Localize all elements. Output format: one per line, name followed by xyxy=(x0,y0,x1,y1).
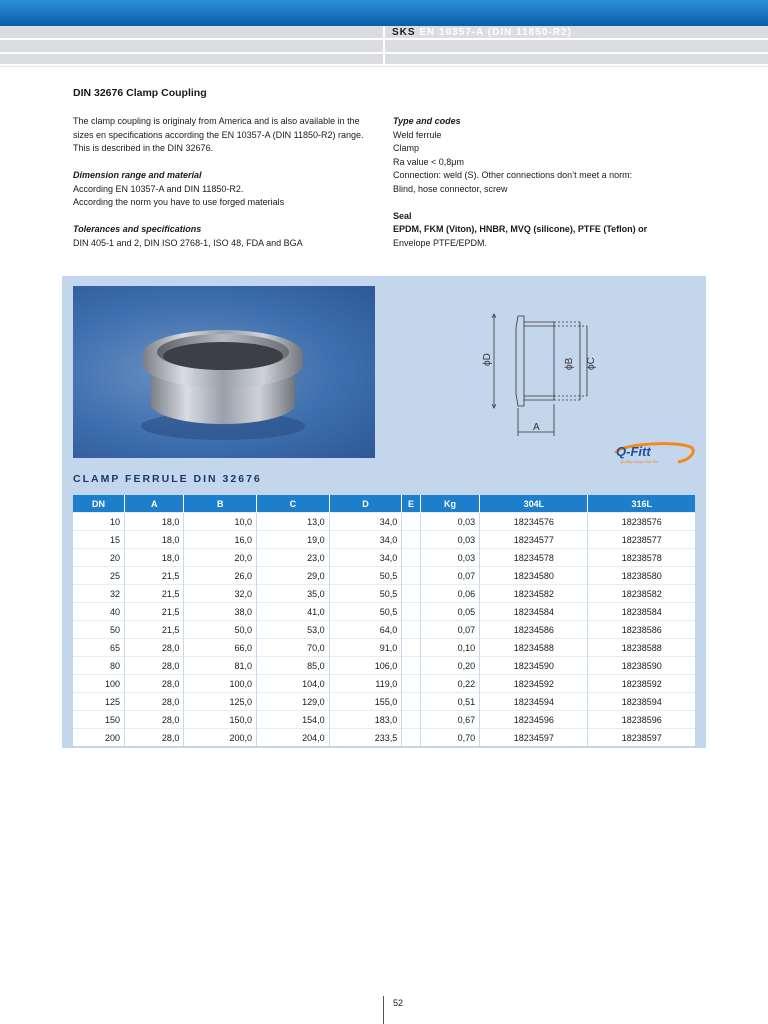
table-cell: 119,0 xyxy=(329,675,402,693)
table-cell: 28,0 xyxy=(125,693,184,711)
table-cell: 50,5 xyxy=(329,567,402,585)
table-cell: 18234578 xyxy=(480,549,588,567)
table-cell: 29,0 xyxy=(257,567,330,585)
table-row xyxy=(73,603,695,621)
seal-heading: Seal xyxy=(393,210,412,221)
table-cell xyxy=(402,549,421,567)
dimension-text: According EN 10357-A and DIN 11850-R2. xyxy=(73,183,244,194)
table-cell: 18238576 xyxy=(588,513,695,531)
dim-b-label: ϕB xyxy=(564,357,575,370)
table-cell xyxy=(402,693,421,711)
table-cell: 18238596 xyxy=(588,711,695,729)
table-cell: 35,0 xyxy=(257,585,330,603)
table-cell: 18234580 xyxy=(480,567,588,585)
column-header: E xyxy=(402,495,421,513)
table-cell: 21,5 xyxy=(125,621,184,639)
table-row xyxy=(73,729,695,747)
table-row xyxy=(73,711,695,729)
table-cell: 64,0 xyxy=(329,621,402,639)
table-cell: 34,0 xyxy=(329,513,402,531)
ferrule-photo xyxy=(73,286,375,458)
dimension-text: According the norm you have to use forged materials xyxy=(73,197,285,207)
table-cell: 0,03 xyxy=(420,513,479,531)
table-cell xyxy=(402,567,421,585)
table-cell: 183,0 xyxy=(329,711,402,729)
table-cell xyxy=(402,513,421,531)
table-cell: 204,0 xyxy=(257,729,330,747)
table-cell: 32 xyxy=(73,585,125,603)
table-row xyxy=(73,693,695,711)
seal-text: Envelope PTFE/EPDM. xyxy=(393,237,488,248)
table-cell: 18238594 xyxy=(588,693,695,711)
table-cell: 21,5 xyxy=(125,585,184,603)
column-header: C xyxy=(257,495,330,513)
table-cell: 129,0 xyxy=(257,693,330,711)
table-cell: 18234576 xyxy=(480,513,588,531)
table-cell xyxy=(402,585,421,603)
dimension-heading: Dimension range and material xyxy=(73,170,202,180)
table-cell: 18238588 xyxy=(588,639,695,657)
table-cell xyxy=(402,621,421,639)
table-cell: 200,0 xyxy=(184,729,257,747)
table-cell: 28,0 xyxy=(125,729,184,747)
footer-divider xyxy=(383,996,384,1024)
table-cell: 0,22 xyxy=(420,675,479,693)
table-cell: 16,0 xyxy=(184,531,257,549)
dim-d-label: ϕD xyxy=(482,353,493,366)
table-cell: 18238578 xyxy=(588,549,695,567)
table-cell: 28,0 xyxy=(125,675,184,693)
table-cell: 70,0 xyxy=(257,639,330,657)
table-row xyxy=(73,513,695,531)
table-cell: 154,0 xyxy=(257,711,330,729)
table-cell: 81,0 xyxy=(184,657,257,675)
table-cell: 18,0 xyxy=(125,513,184,531)
type-text: Clamp xyxy=(393,143,420,153)
table-cell: 18234596 xyxy=(480,711,588,729)
table-cell xyxy=(402,675,421,693)
table-cell: 100 xyxy=(73,675,125,693)
column-header: B xyxy=(184,495,257,513)
table-cell: 18238584 xyxy=(588,603,695,621)
type-text: Blind, hose connector, screw xyxy=(393,183,508,194)
left-text-column xyxy=(73,115,378,250)
table-row xyxy=(73,549,695,567)
table-cell: 21,5 xyxy=(125,603,184,621)
table-header-row xyxy=(73,495,695,513)
table-cell: 18238590 xyxy=(588,657,695,675)
table-cell: 0,03 xyxy=(420,531,479,549)
tolerances-heading: Tolerances and specifications xyxy=(73,224,202,234)
table-cell: 10,0 xyxy=(184,513,257,531)
table-cell: 100,0 xyxy=(184,675,257,693)
table-body xyxy=(73,513,695,747)
table-cell: 28,0 xyxy=(125,657,184,675)
table-cell: 38,0 xyxy=(184,603,257,621)
table-cell: 65 xyxy=(73,639,125,657)
table-cell: 125 xyxy=(73,693,125,711)
table-cell: 34,0 xyxy=(329,549,402,567)
table-row xyxy=(73,567,695,585)
table-cell: 18234577 xyxy=(480,531,588,549)
table-cell xyxy=(402,603,421,621)
table-cell: 50,0 xyxy=(184,621,257,639)
column-header: DN xyxy=(73,495,125,513)
table-cell: 18238577 xyxy=(588,531,695,549)
column-header: 304L xyxy=(480,495,588,513)
page-title: DIN 32676 Clamp Coupling xyxy=(73,87,207,99)
table-row xyxy=(73,531,695,549)
table-cell: 150 xyxy=(73,711,125,729)
table-cell: 18238582 xyxy=(588,585,695,603)
table-cell: 91,0 xyxy=(329,639,402,657)
table-cell: 19,0 xyxy=(257,531,330,549)
table-cell: 26,0 xyxy=(184,567,257,585)
table-cell: 0,05 xyxy=(420,603,479,621)
type-text: Ra value < 0,8μm xyxy=(393,156,464,167)
table-cell: 18234592 xyxy=(480,675,588,693)
table-cell: 18,0 xyxy=(125,531,184,549)
table-cell: 0,67 xyxy=(420,711,479,729)
table-row xyxy=(73,657,695,675)
table-cell xyxy=(402,531,421,549)
table-cell: 150,0 xyxy=(184,711,257,729)
table-cell: 18234597 xyxy=(480,729,588,747)
table-cell: 0,10 xyxy=(420,639,479,657)
section-header xyxy=(392,27,572,38)
table-cell: 18238580 xyxy=(588,567,695,585)
table-cell: 0,20 xyxy=(420,657,479,675)
table-cell: 18234588 xyxy=(480,639,588,657)
table-cell: 28,0 xyxy=(125,711,184,729)
table-cell: 18238597 xyxy=(588,729,695,747)
table-cell: 13,0 xyxy=(257,513,330,531)
table-cell: 66,0 xyxy=(184,639,257,657)
table-cell: 15 xyxy=(73,531,125,549)
table-cell: 18234582 xyxy=(480,585,588,603)
brand-label: SKS xyxy=(392,27,416,38)
table-cell: 0,07 xyxy=(420,621,479,639)
table-cell: 20 xyxy=(73,549,125,567)
table-cell: 18238586 xyxy=(588,621,695,639)
tolerances-text: DIN 405-1 and 2, DIN ISO 2768-1, ISO 48, FDA and BGA xyxy=(73,237,303,248)
table-cell: 50 xyxy=(73,621,125,639)
table-cell: 85,0 xyxy=(257,657,330,675)
table-cell: 155,0 xyxy=(329,693,402,711)
header-divider xyxy=(383,26,385,68)
table-row xyxy=(73,639,695,657)
right-text-column xyxy=(393,115,693,250)
type-text: Connection: weld (S). Other connections don’t meet a norm: xyxy=(393,170,633,180)
table-cell: 80 xyxy=(73,657,125,675)
table-cell xyxy=(402,639,421,657)
table-cell: 18,0 xyxy=(125,549,184,567)
table-cell: 0,07 xyxy=(420,567,479,585)
table-title: CLAMP FERRULE DIN 32676 xyxy=(73,473,262,485)
column-header: D xyxy=(329,495,402,513)
table-cell: 50,5 xyxy=(329,603,402,621)
dim-a-label: A xyxy=(533,422,540,433)
seal-text: EPDM, FKM (Viton), HNBR, MVQ (silicone), PTFE (Teflon) or xyxy=(393,224,648,234)
table-cell: 104,0 xyxy=(257,675,330,693)
dim-c-label: ϕC xyxy=(586,357,597,370)
table-cell: 32,0 xyxy=(184,585,257,603)
top-color-bar xyxy=(0,0,768,26)
table-cell: 200 xyxy=(73,729,125,747)
table-cell xyxy=(402,711,421,729)
table-cell: 0,06 xyxy=(420,585,479,603)
ferrule-drawing xyxy=(480,304,620,444)
table-cell: 20,0 xyxy=(184,549,257,567)
table-cell: 18234584 xyxy=(480,603,588,621)
table-cell: 23,0 xyxy=(257,549,330,567)
intro-paragraph: The clamp coupling is originaly from America and is also available in the sizes en specifications according the EN 10357-A (DIN 11850-R2) range. This is described in the DIN 32676. xyxy=(73,116,364,153)
table-cell: 18234590 xyxy=(480,657,588,675)
table-cell: 28,0 xyxy=(125,639,184,657)
column-header: Kg xyxy=(420,495,479,513)
table-cell: 0,03 xyxy=(420,549,479,567)
page-number: 52 xyxy=(393,998,404,1008)
column-header: A xyxy=(125,495,184,513)
table-cell: 50,5 xyxy=(329,585,402,603)
norm-label: EN 10357-A (DIN 11850-R2) xyxy=(419,27,572,38)
logo-wordmark: Q-Fitt xyxy=(616,444,651,459)
table-row xyxy=(73,585,695,603)
table-cell: 106,0 xyxy=(329,657,402,675)
table-cell: 125,0 xyxy=(184,693,257,711)
table-cell xyxy=(402,729,421,747)
type-text: Weld ferrule xyxy=(393,129,442,140)
column-header: 316L xyxy=(588,495,695,513)
table-cell: 53,0 xyxy=(257,621,330,639)
table-cell: 10 xyxy=(73,513,125,531)
table-cell: 18238592 xyxy=(588,675,695,693)
table-cell: 41,0 xyxy=(257,603,330,621)
table-cell: 40 xyxy=(73,603,125,621)
table-cell: 0,51 xyxy=(420,693,479,711)
header-rule xyxy=(0,66,768,67)
ferrule-table xyxy=(73,495,695,746)
type-heading: Type and codes xyxy=(393,116,461,126)
table-cell: 21,5 xyxy=(125,567,184,585)
q-fitt-logo xyxy=(612,440,696,466)
table-cell: 0,70 xyxy=(420,729,479,747)
table-row xyxy=(73,675,695,693)
table-cell: 18234594 xyxy=(480,693,588,711)
table-cell: 233,5 xyxy=(329,729,402,747)
table-cell: 18234586 xyxy=(480,621,588,639)
table-row xyxy=(73,621,695,639)
table-cell xyxy=(402,657,421,675)
logo-tagline: Quality range that fits xyxy=(620,459,658,464)
table-cell: 25 xyxy=(73,567,125,585)
table-cell: 34,0 xyxy=(329,531,402,549)
